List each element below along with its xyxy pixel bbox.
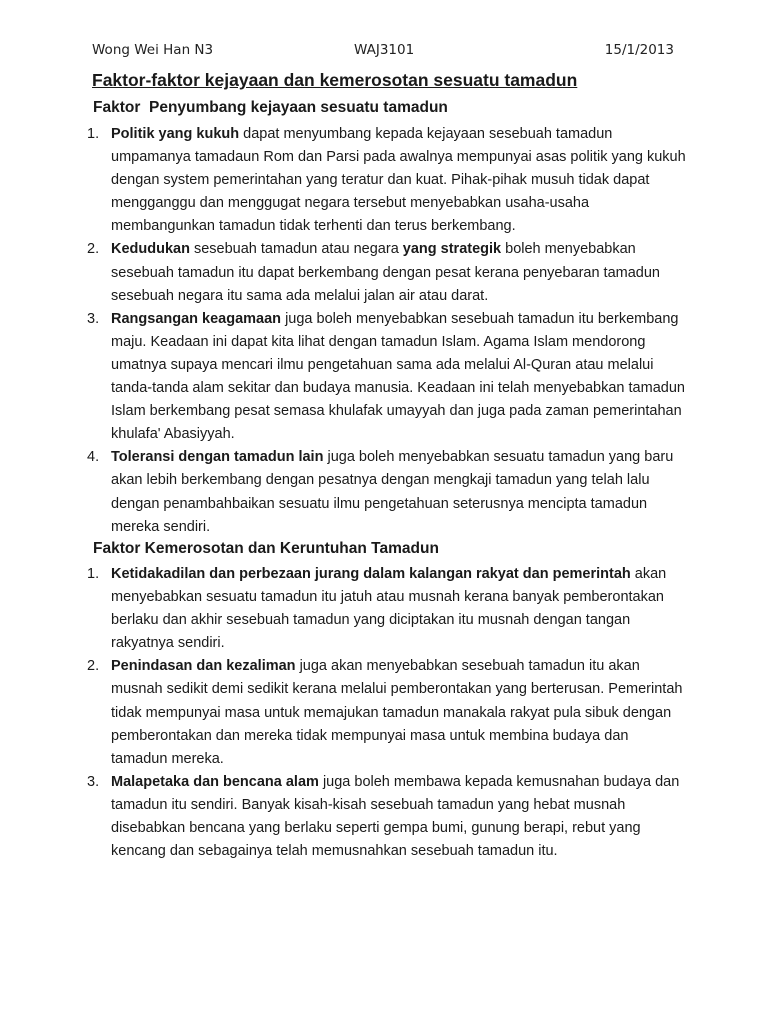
item-line: tanda-tanda alam sekitar dan budaya manusia. Keadaan ini telah menyebabkan tamadun (111, 380, 685, 397)
decline-factors-list (0, 563, 768, 863)
list-item (0, 238, 768, 307)
item-lead: juga boleh menyebabkan sesebuah tamadun itu berkembang (281, 310, 679, 327)
item-text (111, 563, 689, 655)
item-line: tidak mempunyai masa untuk memajukan tamadun manakala rakyat pula sibuk dengan (111, 704, 672, 721)
list-item (0, 446, 768, 538)
course-code: WAJ3101 (354, 42, 415, 58)
item-term: Kedudukan (111, 241, 190, 258)
item-line: rakyatnya sendiri. (111, 635, 225, 652)
item-term-secondary: yang strategik (402, 241, 502, 258)
item-term: Penindasan dan kezaliman (111, 658, 296, 675)
item-line: umpamanya tamadaun Rom dan Parsi pada awalnya mempunyai asas politik yang kukuh (111, 149, 686, 166)
item-line: akan lebih berkembang dengan pesatnya dengan mengkaji tamadun yang telah lalu (111, 472, 650, 489)
item-term: Rangsangan keagamaan (111, 310, 282, 327)
item-line: pemberontakan dan mereka tidak mempunyai masa untuk membina budaya dan (111, 727, 629, 744)
item-number: 2. (87, 241, 100, 258)
item-line: dengan system pemerintahan yang teratur dan kuat. Pihak-pihak musuh tidak dapat (111, 172, 650, 189)
item-first-line (111, 655, 689, 678)
item-number: 3. (87, 310, 100, 327)
item-line: mereka sendiri. (111, 518, 211, 535)
item-number: 2. (87, 658, 100, 675)
item-term: Ketidakadilan dan perbezaan jurang dalam kalangan rakyat dan pemerintah (111, 566, 631, 582)
item-first-line (111, 308, 689, 331)
item-line: maju. Keadaan ini dapat kita lihat dengan tamadun Islam. Agama Islam mendorong (111, 333, 646, 350)
item-term: Malapetaka dan bencana alam (111, 773, 319, 790)
section-heading-success-factors: Faktor Penyumbang kejayaan sesuatu tamadun (93, 99, 448, 116)
item-line: sesebuah negara itu sama ada melalui jalan air atau darat. (111, 287, 489, 304)
section-heading-decline-factors: Faktor Kemerosotan dan Keruntuhan Tamadun (93, 540, 439, 557)
list-item (0, 655, 768, 770)
item-number: 1. (87, 126, 100, 142)
item-line: khulafa' Abasiyyah. (111, 426, 235, 443)
item-lead: akan (630, 566, 667, 582)
item-first-line (111, 446, 689, 469)
document-title: Faktor-faktor kejayaan dan kemerosotan sesuatu tamadun (92, 70, 578, 90)
list-item (0, 771, 768, 863)
item-line: menyebabkan sesuatu tamadun itu jatuh atau musnah kerana banyak pemberontakan (111, 589, 664, 606)
item-text (111, 655, 689, 770)
list-item (0, 123, 768, 238)
document-date: 15/1/2013 (604, 42, 674, 58)
success-factors-list (0, 123, 768, 539)
item-first-line (111, 123, 689, 146)
page-header (92, 42, 674, 62)
item-line: disebabkan bencana yang berlaku seperti gempa bumi, gunung berapi, rebut yang (111, 820, 641, 837)
item-first-line (111, 771, 689, 794)
item-lead: juga akan menyebabkan sesebuah tamadun itu akan (295, 658, 640, 675)
item-line: kencang dan sebagainya telah memusnahkan sesebuah tamadun itu. (111, 843, 558, 860)
item-line: dengan penambahbaikan sesuatu ilmu pengetahuan seterusnya mencipta tamadun (111, 495, 648, 512)
item-text (111, 238, 689, 307)
item-text (111, 771, 689, 863)
item-text (111, 446, 689, 538)
item-line: tamadun itu sendiri. Banyak kisah-kisah sesebuah tamadun yang hebat musnah (111, 796, 626, 813)
item-first-line (111, 238, 689, 261)
list-item (0, 563, 768, 655)
author-name: Wong Wei Han N3 (92, 42, 214, 58)
item-line: tamadun mereka. (111, 750, 224, 767)
item-line: sesebuah tamadun itu dapat berkembang dengan pesat kerana penyebaran tamadun (111, 264, 660, 281)
item-text (111, 308, 689, 447)
item-lead: dapat menyumbang kepada kejayaan sesebuah tamadun (239, 126, 613, 142)
item-text (111, 123, 689, 238)
item-line: Islam berkembang pesat semasa khulafak umayyah dan juga pada zaman pemerintahan (111, 403, 682, 420)
item-line: mengganggu dan menggugat negara tersebut menyebabkan usaha-usaha (111, 195, 590, 212)
item-number: 3. (87, 773, 100, 790)
item-line: membangunkan tamadun tidak terhenti dan terus berkembang. (111, 218, 516, 235)
item-line: umatnya supaya mencari ilmu pengetahuan sama ada melalui Al-Quran atau melalui (111, 356, 654, 373)
item-lead: boleh menyebabkan (501, 241, 636, 258)
item-lead: juga boleh membawa kepada kemusnahan budaya dan (318, 773, 680, 790)
item-term: Politik yang kukuh (111, 126, 240, 142)
item-number: 4. (87, 449, 100, 466)
item-lead: juga boleh menyebabkan sesuatu tamadun yang baru (323, 449, 674, 466)
item-line: berlaku dan akhir sesebuah tamadun yang diciptakan itu musnah dengan tangan (111, 612, 631, 629)
item-number: 1. (87, 566, 100, 582)
item-mid: sesebuah tamadun atau negara (189, 241, 403, 258)
list-item (0, 308, 768, 447)
item-first-line (111, 563, 689, 586)
item-term: Toleransi dengan tamadun lain (111, 449, 324, 466)
item-line: musnah sedikit demi sedikit kerana melalui pemberontakan yang berterusan. Pemerintah (111, 681, 683, 698)
